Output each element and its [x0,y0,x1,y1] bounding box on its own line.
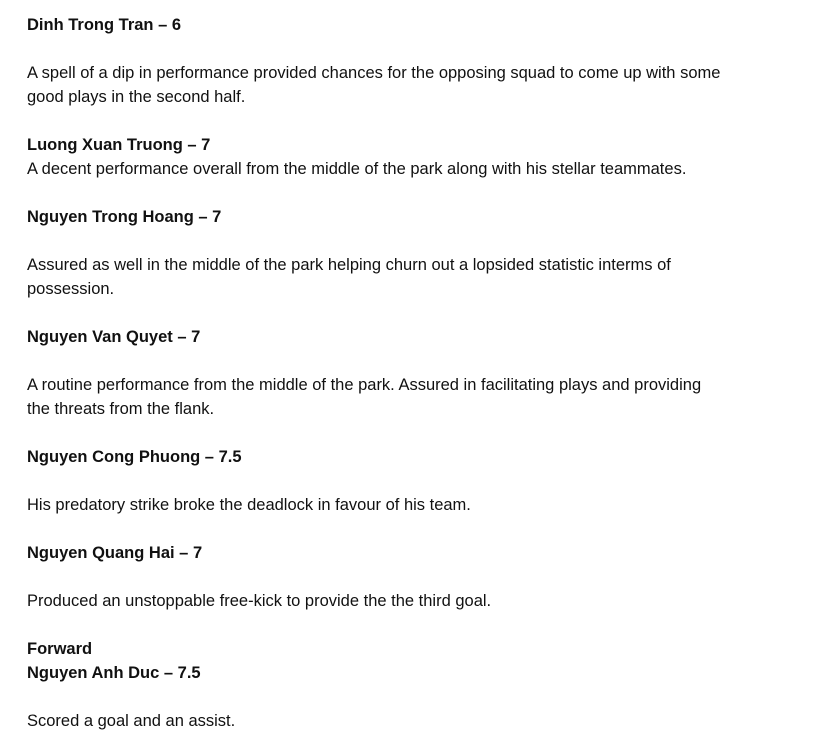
player-heading: Nguyen Trong Hoang – 7 [27,208,222,226]
player-description-line: Produced an unstoppable free-kick to provide the the third goal. [27,592,492,610]
player-description-line: A spell of a dip in performance provided chances for the opposing squad to come up with some [27,64,721,82]
player-description-line: A routine performance from the middle of the park. Assured in facilitating plays and providing [27,376,702,394]
player-description-line: the threats from the flank. [27,400,215,418]
player-heading: Dinh Trong Tran – 6 [27,16,182,34]
player-description-line: possession. [27,280,115,298]
player-description-line: His predatory strike broke the deadlock in favour of his team. [27,496,471,514]
player-heading: Nguyen Anh Duc – 7.5 [27,664,201,682]
player-description-line: Assured as well in the middle of the park helping churn out a lopsided statistic interms of [27,256,671,274]
player-description-line: A decent performance overall from the middle of the park along with his stellar teammates. [27,160,687,178]
player-description-line: Scored a goal and an assist. [27,712,236,730]
player-heading: Nguyen Quang Hai – 7 [27,544,203,562]
player-heading: Nguyen Van Quyet – 7 [27,328,201,346]
player-heading: Nguyen Cong Phuong – 7.5 [27,448,242,466]
player-heading: Luong Xuan Truong – 7 [27,136,211,154]
section-heading-forward: Forward [27,640,93,658]
player-description-line: good plays in the second half. [27,88,246,106]
